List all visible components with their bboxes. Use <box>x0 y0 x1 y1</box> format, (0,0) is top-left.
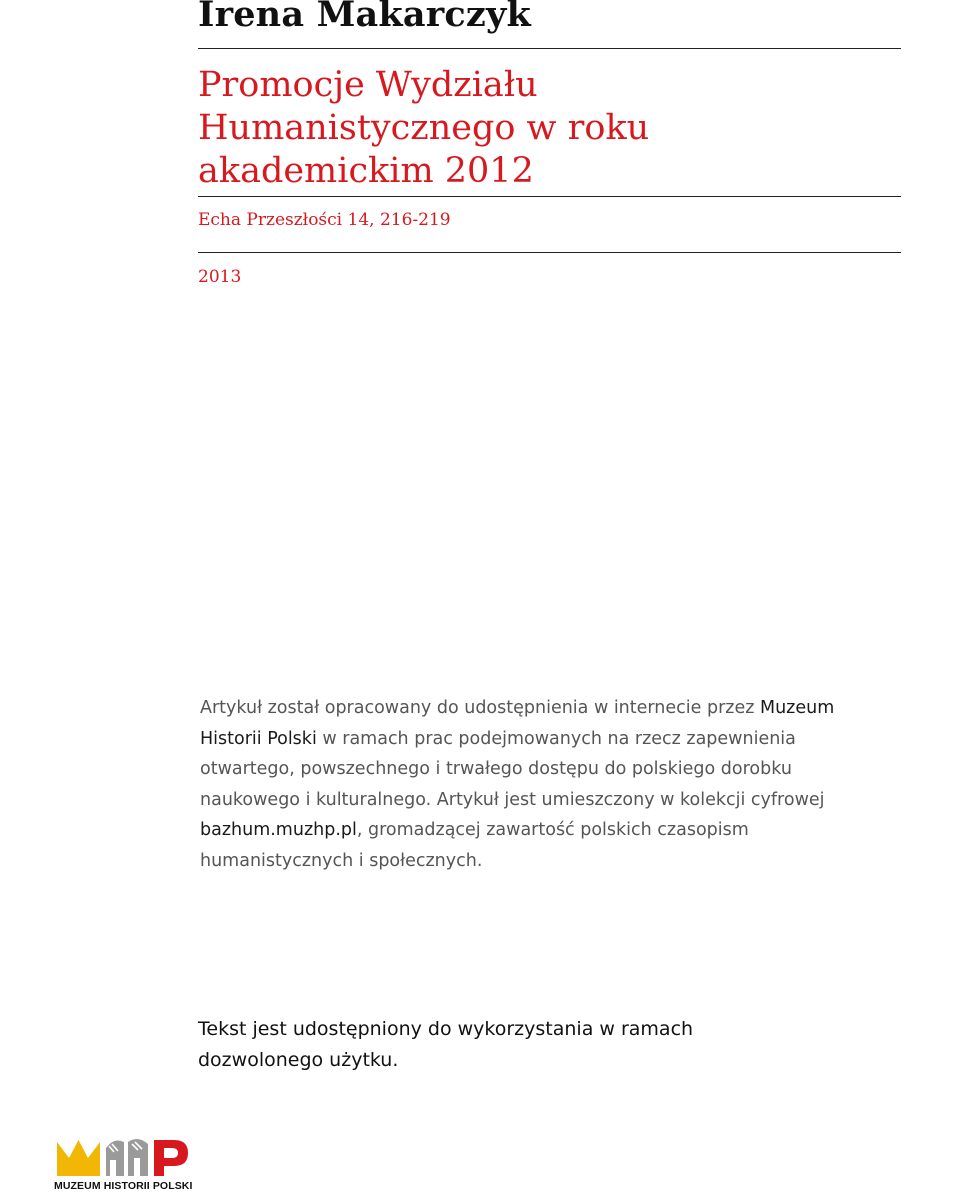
figure-shape <box>106 1140 124 1176</box>
license-notice: Tekst jest udostępniony do wykorzystania w ramach dozwolonego użytku. <box>198 1018 694 1071</box>
author-name: Irena Makarczyk <box>198 0 531 35</box>
publication-year: 2013 <box>198 267 242 287</box>
journal-citation: Echa Przeszłości 14, 216-219 <box>198 210 451 230</box>
crown-shape <box>57 1140 100 1176</box>
divider <box>198 196 901 197</box>
notice-text: Artykuł został opracowany do udostępnienia w internecie przez <box>200 698 760 718</box>
notice-text: w ramach prac podejmowanych na rzecz zapewnienia otwartego, powszechnego i trwałego dostępu do polskiego dorobku naukowego i kulturalnego. Artykuł jest umieszczony w kolekcji cyfrowej <box>200 728 825 810</box>
divider <box>198 48 901 49</box>
divider <box>198 252 901 253</box>
collection-link[interactable]: bazhum.muzhp.pl <box>200 820 357 840</box>
museum-name: Muzeum Historii Polski <box>200 698 835 749</box>
p-letter-shape <box>154 1140 188 1176</box>
logo-caption: MUZEUM HISTORII POLSKI <box>54 1180 193 1192</box>
notice-text: , gromadzącej zawartość polskich czasopism humanistycznych i społecznych. <box>200 820 749 871</box>
availability-notice <box>200 693 890 876</box>
article-title: Promocje Wydziału Humanistycznego w roku akademickim 2012 <box>198 65 650 191</box>
